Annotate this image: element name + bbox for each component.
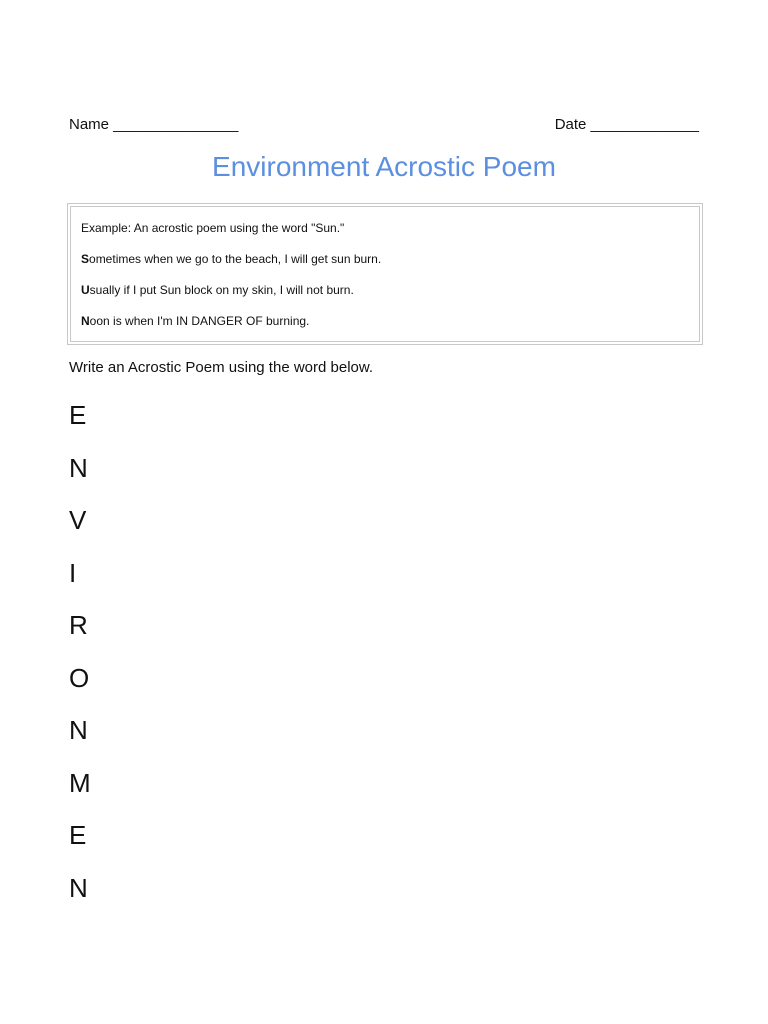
example-line-2-initial: U	[81, 283, 90, 297]
acrostic-letter: I	[69, 557, 77, 588]
acrostic-letters	[69, 395, 129, 920]
example-intro: Example: An acrostic poem using the word "Sun."	[81, 221, 345, 235]
acrostic-letter: E	[69, 820, 87, 850]
example-line-1	[81, 252, 381, 266]
acrostic-letter: N	[69, 872, 88, 903]
worksheet-title: Environment Acrostic Poem	[212, 151, 556, 182]
example-box-inner	[70, 206, 700, 342]
acrostic-letter: E	[69, 400, 87, 430]
example-line-2	[81, 283, 354, 297]
acrostic-letter: N	[69, 715, 88, 745]
acrostic-letter: M	[69, 767, 91, 798]
example-box	[67, 203, 703, 345]
example-line-2-text: sually if I put Sun block on my skin, I will not burn.	[89, 283, 354, 297]
name-field-label: Name _______________	[69, 116, 239, 133]
example-line-3-initial: N	[81, 314, 90, 328]
example-line-1-text: ometimes when we go to the beach, I will get sun burn.	[89, 252, 382, 266]
acrostic-letter: V	[69, 505, 87, 535]
example-line-3-text: oon is when I'm IN DANGER OF burning.	[89, 314, 310, 328]
instructions: Write an Acrostic Poem using the word below.	[69, 359, 374, 376]
acrostic-letter: R	[69, 610, 88, 640]
date-field-label: Date _____________	[554, 116, 699, 133]
acrostic-letter: O	[69, 662, 90, 693]
example-line-1-initial: S	[81, 252, 90, 266]
acrostic-letter: N	[69, 452, 88, 483]
example-line-3	[81, 314, 309, 328]
